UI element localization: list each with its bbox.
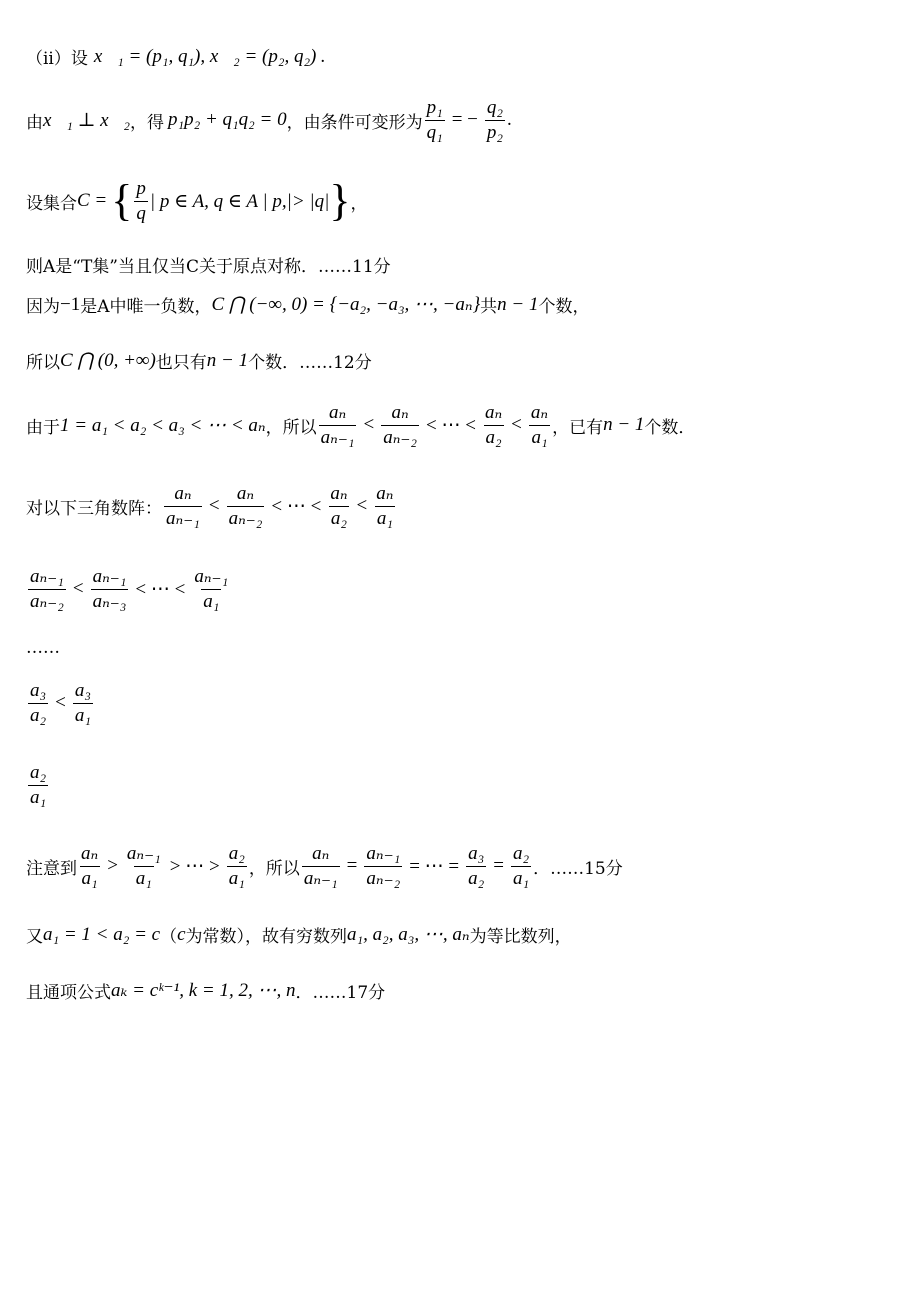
line-14 — [26, 922, 572, 947]
fraction — [28, 762, 48, 809]
fraction — [227, 843, 247, 890]
denominator: a₁ — [203, 590, 220, 612]
numerator: aₙ₋₁ — [126, 843, 161, 864]
text: ．……17分 — [295, 983, 386, 1003]
numerator: aₙ — [376, 483, 394, 504]
text: 因为 — [26, 297, 60, 317]
fraction — [425, 97, 445, 144]
denominator: aₙ₋₁ — [303, 867, 338, 889]
text: 是A中唯一负数， — [80, 297, 212, 317]
numerator: p₁ — [426, 97, 443, 118]
fraction — [134, 178, 148, 225]
numerator: a₂ — [30, 762, 47, 783]
text: ，所以 — [248, 858, 300, 879]
denominator: aₙ₋₂ — [366, 867, 401, 889]
line-3 — [26, 178, 368, 225]
line-5 — [26, 292, 590, 317]
text: ，所以 — [265, 417, 317, 438]
count: n − 1 — [206, 349, 249, 371]
text: 个数． — [644, 417, 696, 438]
text: 为等比数列， — [469, 927, 572, 947]
sequence: a₁, a₂, a₃, ⋯, aₙ — [347, 924, 470, 945]
greater-than: > — [107, 855, 118, 877]
text: 由 — [26, 112, 43, 133]
denominator: a₁ — [376, 507, 393, 529]
intersection-expr: C ⋂ (0, +∞) — [60, 350, 156, 371]
denominator: a₂ — [30, 704, 47, 726]
denominator: a₁ — [81, 867, 98, 889]
fraction — [192, 566, 230, 613]
fraction — [164, 483, 202, 530]
left-brace: { — [111, 176, 133, 226]
ellipsis-chain: < ⋯ < — [426, 414, 476, 436]
less-than: < — [363, 414, 375, 436]
equals: = — [493, 855, 504, 877]
text: 个数．……12分 — [248, 353, 372, 373]
line-12 — [26, 762, 50, 809]
text: 注意到 — [26, 858, 77, 879]
fraction — [319, 402, 357, 449]
numerator: p — [136, 178, 146, 199]
right-brace: } — [329, 176, 351, 226]
text: 所以 — [26, 353, 60, 373]
line-10 — [26, 638, 60, 658]
less-than: < — [72, 578, 84, 600]
text: ，已有 — [552, 417, 604, 438]
fraction — [466, 843, 486, 890]
numerator: aₙ — [484, 402, 503, 423]
fraction — [485, 97, 505, 144]
period: . — [320, 45, 326, 67]
set-name: C = — [77, 190, 108, 212]
less-than: < — [208, 495, 220, 517]
denominator: aₙ₋₁ — [166, 507, 200, 529]
numerator: aₙ — [391, 402, 409, 423]
general-term-formula: aₖ = cᵏ⁻¹, k = 1, 2, ⋯, n — [111, 980, 296, 1001]
fraction — [28, 566, 66, 613]
text: 对以下三角数阵： — [26, 498, 162, 519]
perpendicular-expr: x⃗₁ ⊥ x⃗₂ — [43, 109, 131, 131]
vector-definition: x⃗₁ = (p₁, q₁), x⃗₂ = (p₂, q₂) — [93, 45, 317, 67]
line-1 — [26, 44, 325, 69]
line-15 — [26, 978, 385, 1003]
denominator: aₙ₋₂ — [30, 590, 64, 612]
fraction — [91, 566, 129, 613]
dot-product-eq: p₁p₂ + q₁q₂ = 0 — [168, 109, 287, 131]
text: ．……15分 — [533, 858, 623, 879]
count: n − 1 — [603, 414, 645, 436]
text: ，由条件可变形为 — [286, 112, 423, 133]
fraction — [73, 680, 93, 727]
text: 为常数），故有穷数列 — [185, 927, 348, 947]
line-6 — [26, 348, 372, 373]
denominator: q₁ — [426, 121, 443, 143]
period: . — [507, 109, 512, 131]
denominator: a₁ — [228, 867, 245, 889]
inequality: a₁ = 1 < a₂ = c — [43, 923, 161, 945]
fraction — [364, 843, 402, 890]
denominator: aₙ₋₂ — [383, 426, 418, 448]
set-condition: | p ∈ A, q ∈ A | p,|> |q| — [149, 190, 330, 212]
fraction — [529, 402, 550, 449]
equals: = — [346, 855, 358, 877]
numerator: aₙ — [81, 843, 99, 864]
text: 又 — [26, 927, 43, 947]
ellipsis-chain: < ⋯ < — [135, 578, 186, 600]
fraction — [374, 483, 395, 530]
numerator: a₂ — [512, 843, 530, 864]
fraction — [302, 843, 340, 890]
constant: c — [177, 923, 186, 945]
denominator: a₁ — [531, 426, 548, 448]
numerator: aₙ₋₁ — [366, 843, 401, 864]
numerator: a₃ — [468, 843, 485, 864]
fraction — [328, 483, 349, 530]
line-2 — [26, 97, 512, 144]
numerator: aₙ — [328, 402, 347, 423]
numerator: aₙ₋₁ — [194, 566, 229, 587]
less-than: < — [55, 692, 66, 714]
text: 也只有 — [155, 353, 207, 373]
numerator: a₃ — [30, 680, 47, 701]
comma: ， — [350, 193, 368, 214]
denominator: a₂ — [485, 426, 502, 448]
text: 设集合 — [26, 193, 77, 214]
numerator: aₙ — [236, 483, 255, 504]
text: 个数， — [538, 297, 590, 317]
text: ，得 — [130, 112, 165, 133]
line-8 — [26, 483, 397, 530]
text: 共 — [480, 297, 498, 317]
denominator: q — [136, 202, 146, 224]
ellipsis-chain: = ⋯ = — [409, 855, 460, 877]
ellipsis-chain: < ⋯ < — [271, 495, 322, 517]
numerator: aₙ₋₁ — [92, 566, 127, 587]
numerator: aₙ — [530, 402, 549, 423]
numerator: q₂ — [486, 97, 503, 118]
fraction — [28, 680, 48, 727]
line-4 — [26, 252, 391, 277]
text: 且通项公式 — [26, 983, 111, 1003]
denominator: p₂ — [486, 121, 503, 143]
numerator: a₃ — [74, 680, 91, 701]
line-7 — [26, 402, 695, 449]
numerator: aₙ — [312, 843, 330, 864]
operator: = − — [451, 109, 478, 131]
line-13 — [26, 843, 623, 890]
number: −1 — [60, 293, 81, 315]
less-than: < — [356, 495, 368, 517]
denominator: a₂ — [330, 507, 347, 529]
text: 由于 — [26, 417, 60, 438]
fraction — [79, 843, 100, 890]
text: （ii）设 — [26, 49, 88, 69]
numerator: aₙ — [174, 483, 192, 504]
fraction — [381, 402, 419, 449]
denominator: a₂ — [468, 867, 485, 889]
ellipsis-text: …… — [26, 638, 60, 658]
numerator: a₂ — [228, 843, 245, 864]
denominator: a₁ — [30, 786, 47, 808]
count: n − 1 — [497, 293, 539, 315]
denominator: aₙ₋₃ — [92, 590, 127, 612]
fraction — [125, 843, 163, 890]
text: 则A是“T集”当且仅当C关于原点对称．……11分 — [26, 257, 391, 277]
numerator: aₙ₋₁ — [30, 566, 64, 587]
fraction — [227, 483, 265, 530]
line-9 — [26, 566, 232, 613]
denominator: aₙ₋₂ — [228, 507, 263, 529]
intersection-expr: C ⋂ (−∞, 0) = {−a₂, −a₃, ⋯, −aₙ} — [211, 294, 481, 315]
denominator: a₁ — [135, 867, 152, 889]
text: （ — [160, 927, 178, 947]
ellipsis-chain: > ⋯ > — [169, 855, 220, 877]
fraction — [483, 402, 504, 449]
line-11 — [26, 680, 95, 727]
denominator: aₙ₋₁ — [320, 426, 355, 448]
numerator: aₙ — [330, 483, 348, 504]
inequality-chain: 1 = a₁ < a₂ < a₃ < ⋯ < aₙ — [60, 414, 266, 436]
fraction — [511, 843, 531, 890]
denominator: a₁ — [74, 704, 91, 726]
less-than: < — [511, 414, 522, 436]
denominator: a₁ — [512, 867, 530, 889]
